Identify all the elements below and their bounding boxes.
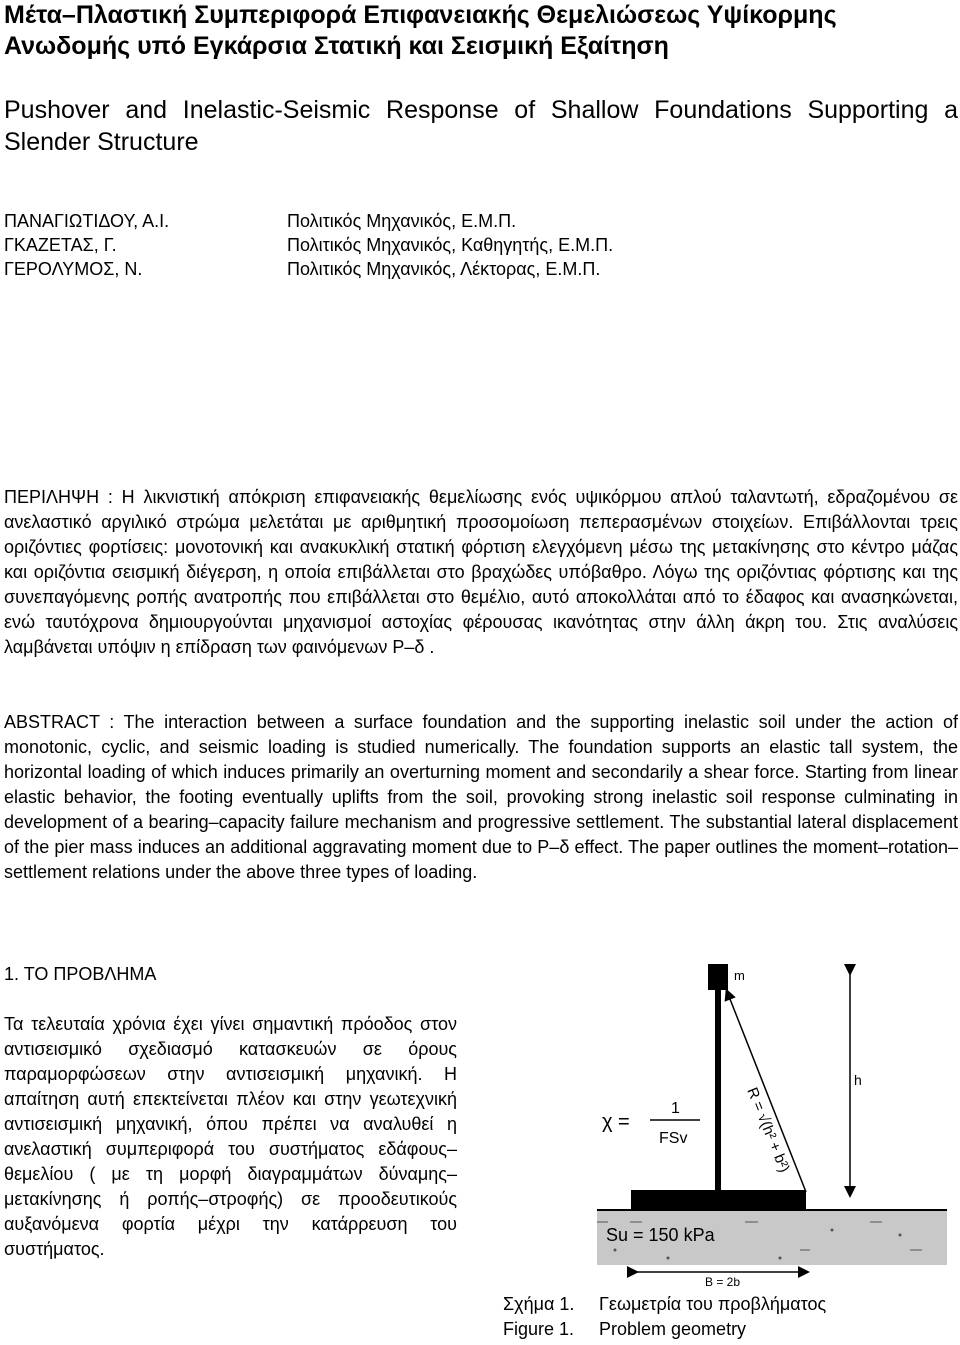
figure-caption-english [503,1317,746,1342]
problem-geometry-figure [570,960,960,1290]
author-names [4,209,169,281]
chi-numerator: 1 [671,1100,680,1117]
radius-label: R = √(h² + b²) [743,1085,793,1175]
author-name: ΓΚΑΖΕΤΑΣ, Γ. [4,235,117,255]
footing [631,1190,806,1210]
author-name: ΓΕΡΟΛΥΜΟΣ, Ν. [4,259,143,279]
author-affiliation: Πολιτικός Μηχανικός, Λέκτορας, Ε.Μ.Π. [287,259,601,279]
abstract-greek-text: Η λικνιστική απόκριση επιφανειακής θεμελίωσης ενός υψικόρμου απλού ταλαντωτή, εδραζομένου σε ανελαστικό αργιλικό στρώμα μελετάται με αριθμητική προσομοίωση πεπερασμένων στοιχείων. Επιβάλλονται τρεις οριζόντιες φορτίσεις: μονοτονική και ανακυκλική στατική φόρτιση ελεγχόμενη μέσω της μετακίνησης στο κέντρο μάζας και οριζόντια σεισμική διέγερση, η οποία επιβάλλεται στο βραχώδες υπόβαθρο. Λόγω της οριζόντιας φόρτισης και της συνεπαγόμενης ροπής ανατροπής που επιβάλλεται στο θεμέλιο, αυτό αποκολλάται από το έδαφος και ανασηκώνεται, ενώ ταυτόχρονα δημιουργούνται μηχανισμοί αστοχίας φέρουσας ικανότητας στην άλλη άκρη του. Στις αναλύσεις λαμβάνεται υπόψιν η επίδραση των φαινόμενων P–δ . [4,487,958,657]
abstract-greek-label: ΠΕΡΙΛΗΨΗ : [4,487,113,507]
height-label: h [854,1072,862,1088]
caption-text: Problem geometry [599,1319,747,1339]
section-heading: 1. ΤΟ ΠΡΟΒΛΗΜΑ [4,964,157,984]
radius-arrow [728,994,806,1192]
mass-label: m [734,968,745,983]
chi-denominator: FSv [659,1130,688,1147]
author-affiliation: Πολιτικός Μηχανικός, Καθηγητής, Ε.Μ.Π. [287,235,614,255]
lumped-mass [708,964,728,990]
abstract-english-label: ABSTRACT : [4,712,115,732]
chi-lhs: χ = [602,1111,630,1133]
paper-title-english: Pushover and Inelastic-Seismic Response of Shallow Foundations Supporting a Slender Structure [4,96,958,156]
abstract-greek [4,485,958,660]
paper-title-greek: Μέτα–Πλαστική Συμπεριφορά Επιφανειακής Θεμελιώσεως Υψίκορμης Ανωδομής υπό Εγκάρσια Στατική και Σεισμική Εξαίτηση [4,1,837,60]
soil-strength-label: Su = 150 kPa [606,1225,715,1245]
section-body: Τα τελευταία χρόνια έχει γίνει σημαντική πρόοδος στον αντισεισμικό σχεδιασμό κατασκευών σε όρους παραμορφώσεων στην αντισεισμική μηχανική. Η απαίτηση αυτή επεκτείνεται πλέον και στην γεωτεχνική αντισεισμική μηχανική, όπου πρέπει να αναλυθεί η ανελαστική συμπεριφορά του συστήματος εδάφους–θεμελίου ( με τη μορφή διαγραμμάτων δύναμης–μετακίνησης ή ροπής–στροφής) σε προοδευτικούς αυξανόμενα φορτία μέχρι την κατάρρευση του συστήματος. [4,1014,457,1259]
caption-number: Σχήμα 1. [503,1294,575,1314]
caption-text: Γεωμετρία του προβλήματος [599,1294,827,1314]
abstract-english-text: The interaction between a surface foundation and the supporting inelastic soil under the action of monotonic, cyclic, and seismic loading is studied numerically. The foundation supports an elastic tall system, the horizontal loading of which induces primarily an overturning moment and secondarily a shear force. Starting from linear elastic behavior, the footing eventually uplifts from the soil, provoking strong inelastic soil response culminating in development of a bearing–capacity failure mechanism and progressive settlement. The substantial lateral displacement of the pier mass induces an additional aggravating moment due to P–δ effect. The paper outlines the moment–rotation–settlement relations under the above three types of loading. [4,712,958,882]
author-name: ΠΑΝΑΓΙΩΤΙΔΟΥ, Α.Ι. [4,211,170,231]
author-affiliation: Πολιτικός Μηχανικός, Ε.Μ.Π. [287,211,517,231]
width-label: B = 2b [705,1275,741,1289]
caption-number: Figure 1. [503,1319,575,1339]
abstract-english [4,710,958,885]
figure-caption-greek [503,1292,826,1317]
author-affiliations [287,209,613,281]
